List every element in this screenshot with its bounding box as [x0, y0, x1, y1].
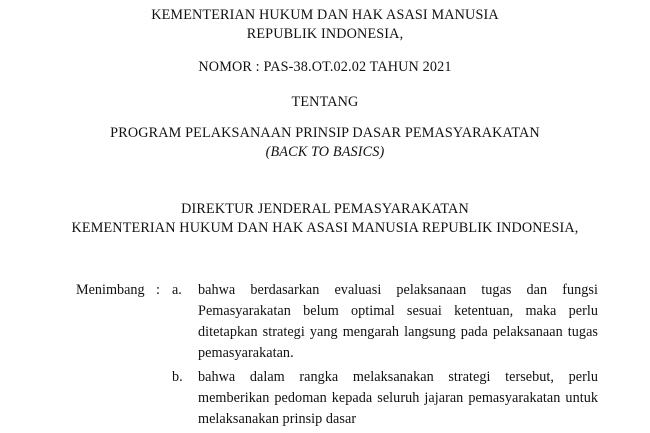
spacer: [52, 162, 598, 186]
list-item: [172, 367, 598, 430]
list-item-marker: a.: [172, 282, 182, 298]
list-item-text: bahwa berdasarkan evaluasi pelaksanaan tugas dan fungsi Pemasyarakatan belum optimal sesuai ketentuan, maka perlu ditetapkan strategi yang mengarah langsung pada pelaksanaan tugas pemasyarakatan.: [198, 282, 598, 361]
subject-line-2: (BACK TO BASICS): [265, 144, 385, 160]
spacer: [52, 238, 598, 262]
issuer-block: [52, 200, 598, 238]
about-label: TENTANG: [291, 94, 359, 110]
considering-items: [172, 280, 598, 430]
spacer: [52, 44, 598, 58]
issuer-line-2: KEMENTERIAN HUKUM DAN HAK ASASI MANUSIA REPUBLIK INDONESIA,: [71, 220, 579, 236]
list-item-marker: b.: [172, 369, 183, 385]
spacer: [52, 112, 598, 124]
considering-label: Menimbang: [76, 282, 145, 298]
considering-section: [52, 280, 598, 430]
list-item-text: bahwa dalam rangka melaksanakan strategi tersebut, perlu memberikan pedoman kepada seluruh jajaran pemasyarakatan untuk melaksanakan prinsip dasar: [198, 369, 598, 427]
issuer-line-1: DIREKTUR JENDERAL PEMASYARAKATAN: [181, 201, 469, 217]
document-number: NOMOR : PAS-38.OT.02.02 TAHUN 2021: [198, 59, 452, 75]
list-item: [172, 280, 598, 364]
considering-colon: :: [156, 282, 160, 298]
spacer: [52, 186, 598, 200]
spacer: [52, 77, 598, 93]
ministry-line-2: REPUBLIK INDONESIA,: [246, 26, 404, 42]
document-header: [52, 6, 598, 162]
ministry-line-1: KEMENTERIAN HUKUM DAN HAK ASASI MANUSIA: [151, 7, 499, 23]
spacer: [52, 262, 598, 278]
subject-line-1: PROGRAM PELAKSANAAN PRINSIP DASAR PEMASYARAKATAN: [110, 125, 540, 141]
